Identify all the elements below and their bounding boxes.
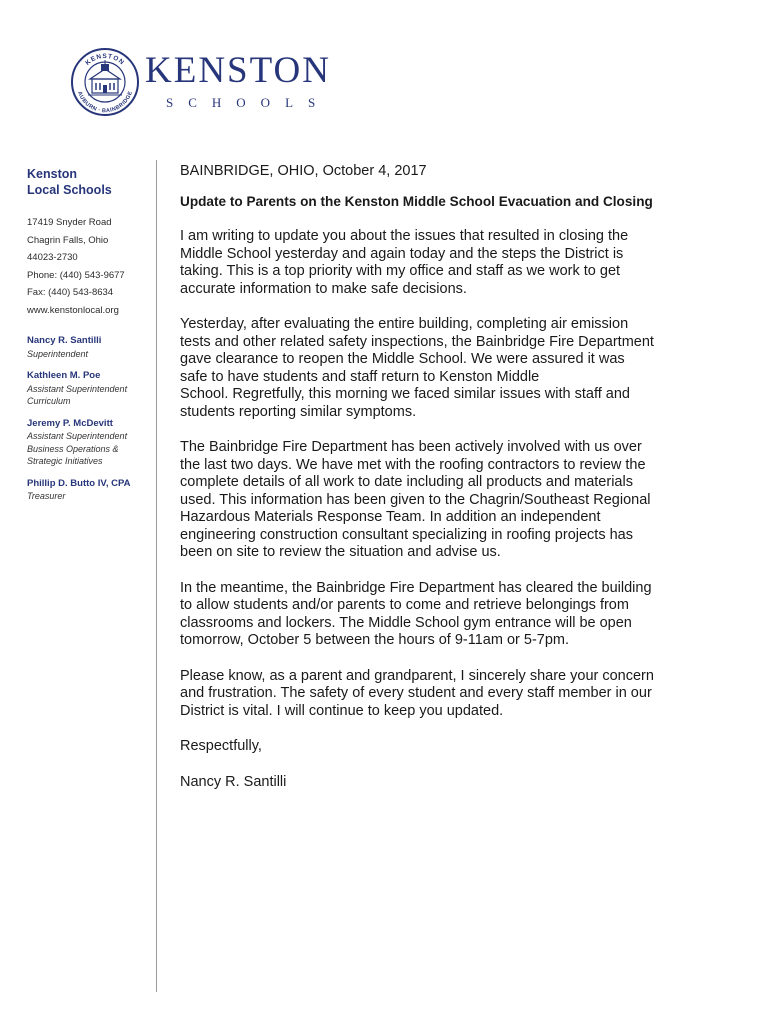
svg-text:KENSTON: KENSTON xyxy=(84,52,126,67)
staff-role: Assistant Superintendent xyxy=(27,383,128,394)
staff-role: Strategic Initiatives xyxy=(27,456,103,466)
district-wordmark: KENSTON xyxy=(145,50,331,91)
fax-number: Fax: (440) 543-8634 xyxy=(27,287,114,298)
phone-number: Phone: (440) 543-9677 xyxy=(27,269,125,281)
district-address xyxy=(27,214,152,319)
text-line: The Bainbridge Fire Department has been actively involved with us over xyxy=(180,439,642,455)
staff-role: Business Operations & xyxy=(27,443,119,454)
district-name-line: Kenston xyxy=(27,167,77,181)
closing: Respectfully, xyxy=(180,738,262,754)
text-line: and frustration. The safety of every student and every staff member in our xyxy=(180,685,652,701)
dateline: BAINBRIDGE, OHIO, October 4, 2017 xyxy=(180,163,427,179)
text-line: accurate information to make safe decisions. xyxy=(180,280,467,297)
text-line: Middle School yesterday and again today and the steps the District is xyxy=(180,245,624,262)
sidebar-divider xyxy=(156,160,157,992)
text-line: classrooms and lockers. The Middle School gym entrance will be open xyxy=(180,614,632,631)
address-line: 17419 Snyder Road xyxy=(27,217,112,228)
staff-name: Phillip D. Butto IV, CPA xyxy=(27,477,131,489)
text-line: engineering construction consultant specializing in roofing projects has xyxy=(180,526,633,543)
text-line: Yesterday, after evaluating the entire building, completing air emission xyxy=(180,316,629,332)
letter-subject: Update to Parents on the Kenston Middle School Evacuation and Closing xyxy=(180,193,653,209)
staff-role: Treasurer xyxy=(27,491,66,501)
text-line: to allow students and/or parents to come and retrieve belongings from xyxy=(180,597,629,613)
svg-text:AUBURN · BAINBRIDGE: AUBURN · BAINBRIDGE xyxy=(76,90,134,115)
staff-entry xyxy=(27,370,152,408)
school-seal-logo xyxy=(70,47,140,117)
address-line: Chagrin Falls, Ohio xyxy=(27,234,109,246)
text-line: used. This information has been given to the Chagrin/Southeast Regional xyxy=(180,491,651,508)
paragraph xyxy=(180,228,680,298)
text-line: tests and other related safety inspections, the Bainbridge Fire Department xyxy=(180,333,654,350)
text-line: In the meantime, the Bainbridge Fire Department has cleared the building xyxy=(180,579,652,596)
letterhead-sidebar xyxy=(27,166,152,513)
signature-name: Nancy R. Santilli xyxy=(180,773,287,790)
text-line: gave clearance to reopen the Middle School. We were assured it was xyxy=(180,351,625,367)
text-line: taking. This is a top priority with my office and staff as we work to get xyxy=(180,263,621,279)
text-line: the last two days. We have met with the roofing contractors to review the xyxy=(180,456,646,473)
text-line: tomorrow, October 5 between the hours of 9-11am or 5-7pm. xyxy=(180,632,570,648)
text-line: Hazardous Materials Response Team. In addition an independent xyxy=(180,509,601,525)
paragraph xyxy=(180,316,680,421)
text-line: Please know, as a parent and grandparent, I sincerely share your concern xyxy=(180,667,654,684)
paragraph xyxy=(180,580,680,650)
text-line: students reporting similar symptoms. xyxy=(180,403,417,420)
address-line: 44023-2730 xyxy=(27,252,78,263)
staff-role: Curriculum xyxy=(27,396,71,406)
paragraph xyxy=(180,439,680,562)
text-line: I am writing to update you about the issues that resulted in closing the xyxy=(180,228,629,244)
district-name xyxy=(27,166,152,198)
staff-role: Assistant Superintendent xyxy=(27,431,128,441)
text-line: School. Regretfully, this morning we faced similar issues with staff and xyxy=(180,386,630,402)
staff-name: Nancy R. Santilli xyxy=(27,335,102,346)
text-line: complete details of all work to date including all products and materials xyxy=(180,474,633,490)
website: www.kenstonlocal.org xyxy=(27,304,119,316)
staff-name: Jeremy P. McDevitt xyxy=(27,417,113,429)
staff-entry xyxy=(27,335,152,360)
paragraph xyxy=(180,668,680,721)
district-name-line: Local Schools xyxy=(27,183,112,197)
staff-entry xyxy=(27,418,152,468)
staff-name: Kathleen M. Poe xyxy=(27,370,101,381)
letter-body xyxy=(180,163,680,791)
text-line: District is vital. I will continue to keep you updated. xyxy=(180,702,504,719)
staff-role: Superintendent xyxy=(27,348,89,359)
text-line: been on site to review the situation and advise us. xyxy=(180,544,501,560)
staff-entry xyxy=(27,478,152,503)
district-wordmark-subtitle: SCHOOLS xyxy=(166,95,331,110)
text-line: safe to have students and staff return to Kenston Middle xyxy=(180,368,540,385)
